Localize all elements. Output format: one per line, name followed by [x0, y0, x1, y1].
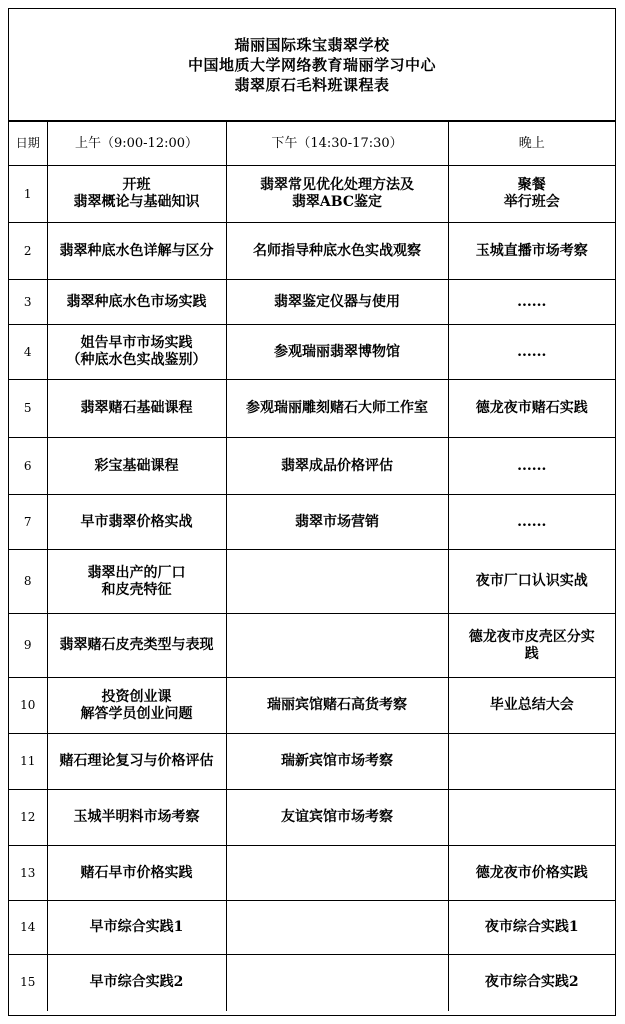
table-row [9, 166, 615, 223]
cell-day: 6 [9, 438, 47, 495]
table-row [9, 280, 615, 325]
table-row [9, 495, 615, 550]
course-name: 翡翠原石毛料班课程表 [234, 75, 390, 94]
cell-morning: 玉城半明料市场考察 [47, 790, 226, 846]
cell-evening: 夜市综合实践1 [448, 901, 615, 955]
cell-evening: 德龙夜市赌石实践 [448, 380, 615, 438]
cell-morning: 早市综合实践1 [47, 901, 226, 955]
cell-afternoon: 翡翠常见优化处理方法及 翡翠ABC鉴定 [226, 166, 448, 223]
header-row [9, 122, 615, 166]
cell-morning: 赌石理论复习与价格评估 [47, 734, 226, 790]
table-row [9, 438, 615, 495]
cell-morning: 早市综合实践2 [47, 955, 226, 1011]
table-row [9, 955, 615, 1011]
cell-day: 1 [9, 166, 47, 223]
center-name: 中国地质大学网络教育瑞丽学习中心 [187, 55, 436, 74]
cell-afternoon: 参观瑞丽雕刻赌石大师工作室 [226, 380, 448, 438]
cell-day: 11 [9, 734, 47, 790]
cell-day: 13 [9, 846, 47, 901]
header-evening: 晚上 [448, 122, 615, 166]
cell-afternoon [226, 901, 448, 955]
cell-morning: 彩宝基础课程 [47, 438, 226, 495]
header-morning: 上午（9:00-12:00） [47, 122, 226, 166]
cell-afternoon: 翡翠市场营销 [226, 495, 448, 550]
cell-morning: 开班 翡翠概论与基础知识 [47, 166, 226, 223]
cell-evening: 聚餐 举行班会 [448, 166, 615, 223]
cell-afternoon [226, 614, 448, 678]
cell-afternoon: 瑞新宾馆市场考察 [226, 734, 448, 790]
cell-day: 15 [9, 955, 47, 1011]
table-row [9, 550, 615, 614]
table-row [9, 614, 615, 678]
cell-afternoon: 名师指导种底水色实战观察 [226, 223, 448, 280]
table-row [9, 790, 615, 846]
table-row [9, 678, 615, 734]
table-row [9, 325, 615, 380]
table-row [9, 380, 615, 438]
cell-day: 5 [9, 380, 47, 438]
cell-evening: 夜市综合实践2 [448, 955, 615, 1011]
cell-morning: 翡翠种底水色市场实践 [47, 280, 226, 325]
cell-evening: 德龙夜市皮壳区分实 践 [448, 614, 615, 678]
cell-morning: 早市翡翠价格实战 [47, 495, 226, 550]
cell-evening: ...... [448, 438, 615, 495]
cell-evening [448, 790, 615, 846]
cell-day: 7 [9, 495, 47, 550]
table-row [9, 734, 615, 790]
cell-day: 8 [9, 550, 47, 614]
table-row [9, 901, 615, 955]
cell-afternoon: 瑞丽宾馆赌石高货考察 [226, 678, 448, 734]
cell-evening: 夜市厂口认识实战 [448, 550, 615, 614]
cell-day: 14 [9, 901, 47, 955]
table-row [9, 846, 615, 901]
cell-morning: 姐告早市市场实践 （种底水色实战鉴别） [47, 325, 226, 380]
school-name: 瑞丽国际珠宝翡翠学校 [234, 35, 390, 54]
cell-afternoon: 参观瑞丽翡翠博物馆 [226, 325, 448, 380]
cell-afternoon [226, 846, 448, 901]
cell-afternoon [226, 955, 448, 1011]
cell-evening: ...... [448, 495, 615, 550]
cell-evening: ...... [448, 325, 615, 380]
schedule-title [9, 9, 615, 121]
cell-evening: 德龙夜市价格实践 [448, 846, 615, 901]
header-day: 日期 [9, 122, 47, 166]
cell-morning: 翡翠赌石基础课程 [47, 380, 226, 438]
schedule-sheet [8, 8, 616, 1016]
cell-morning: 翡翠种底水色详解与区分 [47, 223, 226, 280]
cell-morning: 翡翠出产的厂口 和皮壳特征 [47, 550, 226, 614]
cell-afternoon: 翡翠鉴定仪器与使用 [226, 280, 448, 325]
cell-morning: 投资创业课 解答学员创业问题 [47, 678, 226, 734]
cell-day: 3 [9, 280, 47, 325]
header-afternoon: 下午（14:30-17:30） [226, 122, 448, 166]
cell-day: 2 [9, 223, 47, 280]
cell-day: 10 [9, 678, 47, 734]
cell-day: 4 [9, 325, 47, 380]
cell-day: 9 [9, 614, 47, 678]
cell-day: 12 [9, 790, 47, 846]
cell-morning: 赌石早市价格实践 [47, 846, 226, 901]
cell-afternoon: 友谊宾馆市场考察 [226, 790, 448, 846]
cell-evening: ...... [448, 280, 615, 325]
cell-afternoon: 翡翠成品价格评估 [226, 438, 448, 495]
cell-evening: 玉城直播市场考察 [448, 223, 615, 280]
cell-afternoon [226, 550, 448, 614]
table-row [9, 223, 615, 280]
cell-evening [448, 734, 615, 790]
cell-morning: 翡翠赌石皮壳类型与表现 [47, 614, 226, 678]
cell-evening: 毕业总结大会 [448, 678, 615, 734]
schedule-table [9, 121, 615, 1011]
